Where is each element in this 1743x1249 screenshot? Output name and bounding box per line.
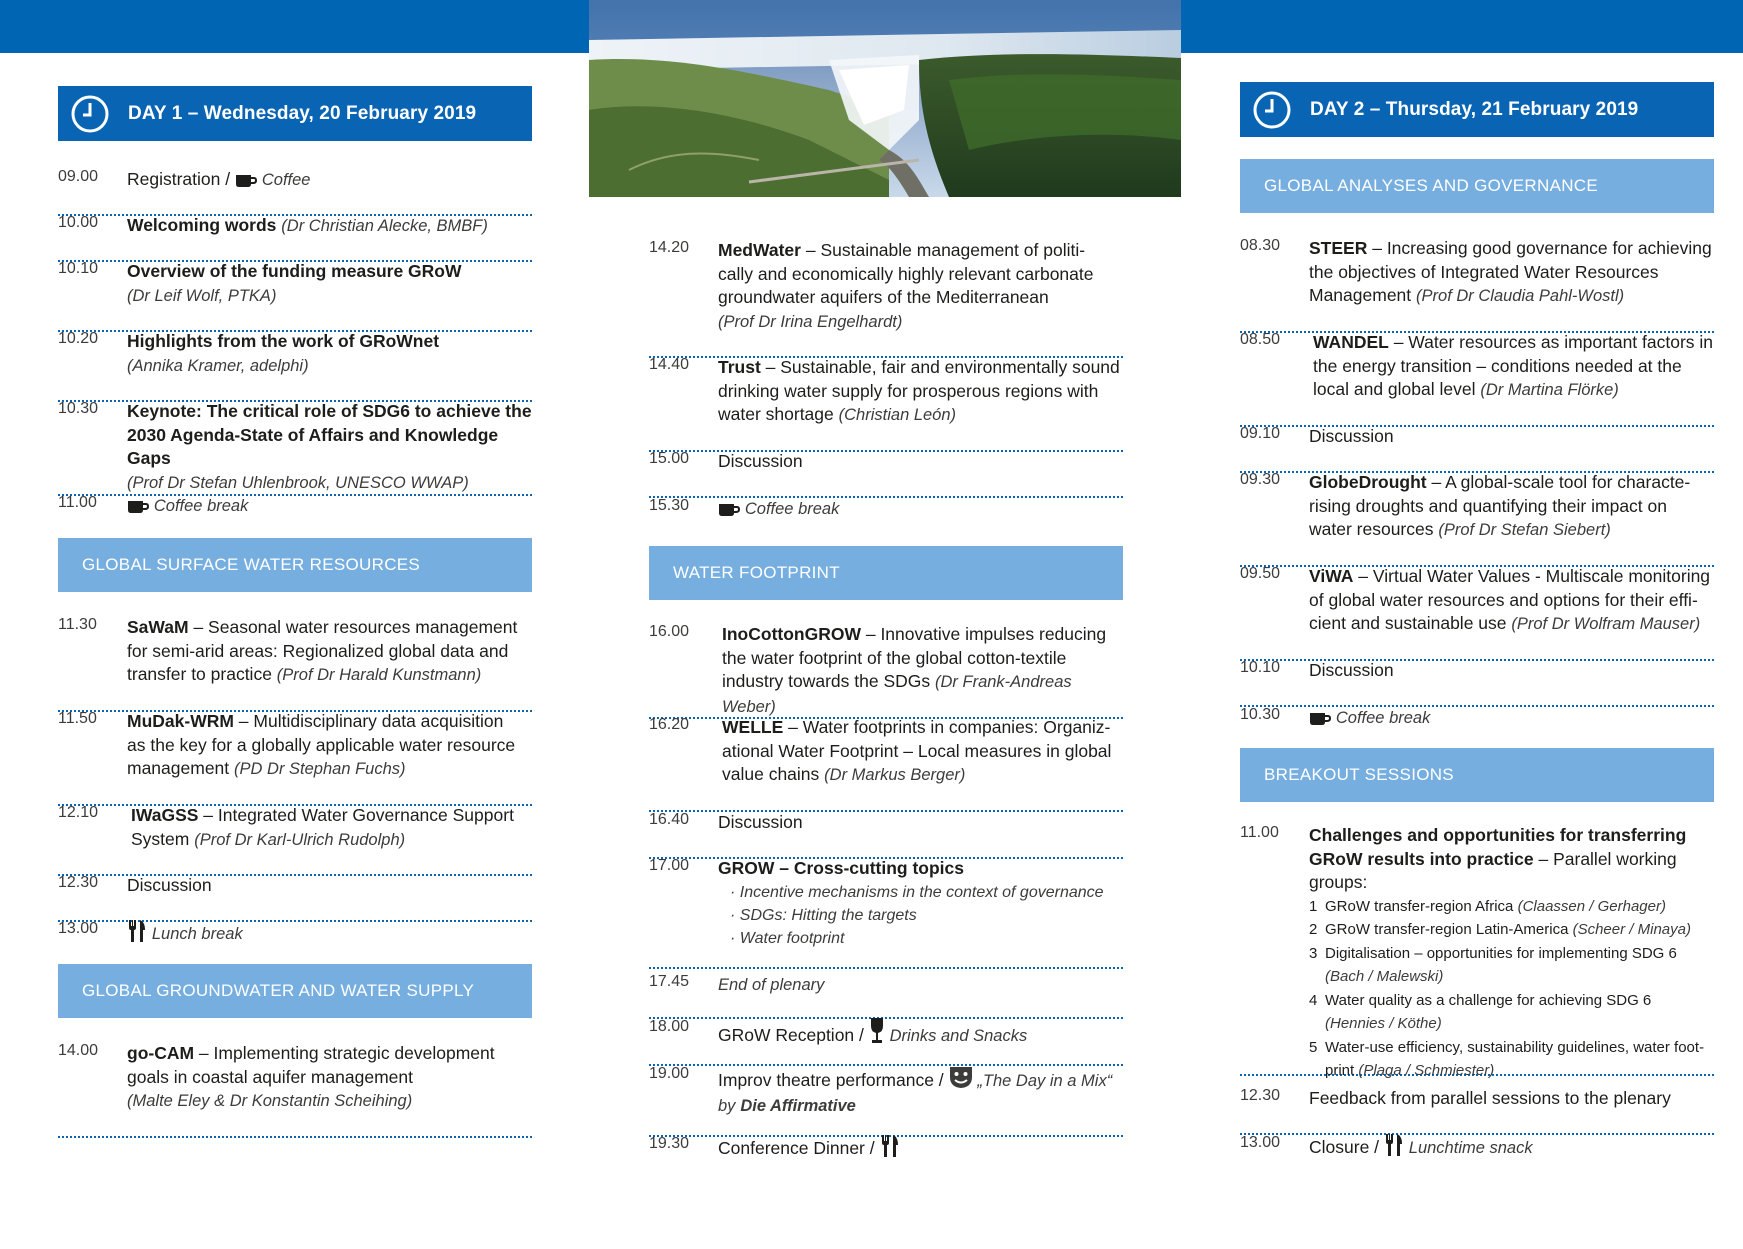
- working-group: 3 Digitalisation – opportunities for implementing SDG 6 (Bach / Malewski): [1309, 944, 1677, 985]
- bullet-item: · Incentive mechanisms in the context of governance: [730, 883, 1104, 901]
- agenda-item: 09.00 Registration / Coffee: [58, 168, 532, 216]
- agenda-item: 08.30 STEER – Increasing good governance for achieving the objectives of Integrated Water Resources Management (Prof Dr Claudia Pahl-Wostl): [1240, 237, 1714, 333]
- waterfall-photo: [589, 0, 1181, 197]
- section-header: WATER FOOTPRINT: [649, 546, 1123, 600]
- agenda-item: 17.00 GROW – Cross-cutting topics · Incentive mechanisms in the context of governance · SDGs: Hitting the targets · Water footprint: [649, 857, 1123, 969]
- agenda-item: 12.30 Discussion: [58, 874, 532, 922]
- agenda-item: 10.00 Welcoming words (Dr Christian Alecke, BMBF): [58, 214, 532, 262]
- day2-header: [1240, 82, 1714, 137]
- agenda-item: 11.50 MuDak-WRM – Multidisciplinary data acquisition as the key for a globally applicable water resource management (PD Dr Stephan Fuchs): [58, 710, 532, 806]
- agenda-item: 16.20 WELLE – Water footprints in companies: Organiz- ational Water Footprint – Local measures in global value chains (Dr Markus Berger): [649, 716, 1123, 812]
- bullet-item: · Water footprint: [730, 929, 845, 947]
- working-group: 2 GRoW transfer-region Latin-America (Scheer / Minaya): [1309, 921, 1691, 938]
- section-header: GLOBAL GROUNDWATER AND WATER SUPPLY: [58, 964, 532, 1018]
- cutlery-icon: [127, 920, 147, 942]
- day1-header: [58, 86, 532, 141]
- agenda-item: 09.50 ViWA – Virtual Water Values - Multiscale monitoring of global water resources and options for their effi- cient and sustainable use (Prof Dr Wolfram Mauser): [1240, 565, 1714, 661]
- coffee-cup-icon: [1309, 712, 1331, 726]
- agenda-item: 11.00 Coffee break: [58, 494, 249, 515]
- agenda-item: 16.00 InoCottonGROW – Innovative impulses reducing the water footprint of the global cotton-textile industry towards the SDGs (Dr Frank-Andreas Weber): [649, 623, 1123, 719]
- agenda-item: 14.20 MedWater – Sustainable management of politi- cally and economically highly relevant carbonate groundwater aquifers of the Mediterranean (Prof Dr Irina Engelhardt): [649, 239, 1123, 358]
- working-group: 5 Water-use efficiency, sustainability guidelines, water foot- print (Plaga / Schmiester): [1309, 1038, 1705, 1079]
- day1-title: DAY 1 – Wednesday, 20 February 2019: [128, 102, 477, 124]
- clock-icon: [70, 94, 110, 134]
- clock-icon: [1252, 90, 1292, 130]
- agenda-item: 13.00 Lunch break: [58, 920, 243, 943]
- working-group: 4 Water quality as a challenge for achieving SDG 6 (Hennies / Köthe): [1309, 991, 1652, 1032]
- agenda-item: 17.45 End of plenary: [649, 973, 1123, 1019]
- theatre-masks-icon: [949, 1065, 973, 1089]
- section-header: GLOBAL SURFACE WATER RESOURCES: [58, 538, 532, 592]
- agenda-item: 18.00 GRoW Reception / Drinks and Snacks: [649, 1018, 1123, 1066]
- coffee-cup-icon: [127, 500, 149, 514]
- agenda-item: 16.40 Discussion: [649, 811, 1123, 859]
- agenda-item: 11.00 Challenges and opportunities for transferring GRoW results into practice – Parallel working groups: 1 GRoW transfer-region Africa (Claassen / Gerhager) 2 GRoW transfer-region Latin-America (Scheer / Minaya) 3 Digitalisation – opportunities for implementing SDG 6 (Bach / Malewski) 4 Water quality as a challenge for achieving SDG 6 (Hennies / Köthe) 5 Water-use efficiency, sustainability guidelines, water foot- print (Plaga / Schmiester): [1240, 824, 1714, 1076]
- day2-title: DAY 2 – Thursday, 21 February 2019: [1310, 98, 1639, 120]
- agenda-item: 14.00 go-CAM – Implementing strategic development goals in coastal aquifer management (Malte Eley & Dr Konstantin Scheihing): [58, 1042, 532, 1138]
- section-header: BREAKOUT SESSIONS: [1240, 748, 1714, 802]
- coffee-cup-icon: [718, 503, 740, 517]
- agenda-item: 15.00 Discussion: [649, 450, 1123, 498]
- coffee-cup-icon: [235, 174, 257, 188]
- agenda-item: 10.30 Coffee break: [1240, 706, 1431, 727]
- agenda-item: 10.10 Discussion: [1240, 659, 1714, 707]
- agenda-item: 09.30 GlobeDrought – A global-scale tool for characte- rising droughts and quantifying their impact on water resources (Prof Dr Stefan Siebert): [1240, 471, 1714, 567]
- agenda-item: 14.40 Trust – Sustainable, fair and environmentally sound drinking water supply for prosperous regions with water shortage (Christian León): [649, 356, 1123, 452]
- section-header: GLOBAL ANALYSES AND GOVERNANCE: [1240, 159, 1714, 213]
- wine-glass-icon: [869, 1018, 885, 1044]
- agenda-item: 12.10 IWaGSS – Integrated Water Governance Support System (Prof Dr Karl-Ulrich Rudolph): [58, 804, 532, 876]
- day1-column: [58, 86, 532, 1110]
- agenda-item: 15.30 Coffee break: [649, 497, 840, 518]
- agenda-item: 08.50 WANDEL – Water resources as important factors in the energy transition – conditions needed at the local and global level (Dr Martina Flörke): [1240, 331, 1714, 427]
- day2-column: [1240, 82, 1714, 1157]
- cutlery-icon: [1384, 1134, 1404, 1156]
- working-group: 1 GRoW transfer-region Africa (Claassen / Gerhager): [1309, 897, 1666, 915]
- agenda-item: 12.30 Feedback from parallel sessions to the plenary: [1240, 1087, 1714, 1135]
- bullet-item: · SDGs: Hitting the targets: [730, 906, 917, 924]
- agenda-item: 19.30 Conference Dinner /: [649, 1135, 1123, 1175]
- agenda-item: 10.30 Keynote: The critical role of SDG6 to achieve the 2030 Agenda-State of Affairs and Knowledge Gaps (Prof Dr Stefan Uhlenbrook, UNESCO WWAP): [58, 400, 532, 496]
- agenda-item: 11.30 SaWaM – Seasonal water resources management for semi-arid areas: Regionalized global data and transfer to practice (Prof Dr Harald Kunstmann): [58, 616, 532, 712]
- agenda-item: 09.10 Discussion: [1240, 425, 1714, 473]
- agenda-item: 13.00 Closure / Lunchtime snack: [1240, 1134, 1533, 1157]
- agenda-item: 10.10 Overview of the funding measure GRoW (Dr Leif Wolf, PTKA): [58, 260, 532, 332]
- agenda-item: 10.20 Highlights from the work of GRoWnet (Annika Kramer, adelphi): [58, 330, 532, 402]
- cutlery-icon: [880, 1135, 900, 1157]
- agenda-item: 19.00 Improv theatre performance / „The Day in a Mix“ by Die Affirmative: [649, 1065, 1123, 1137]
